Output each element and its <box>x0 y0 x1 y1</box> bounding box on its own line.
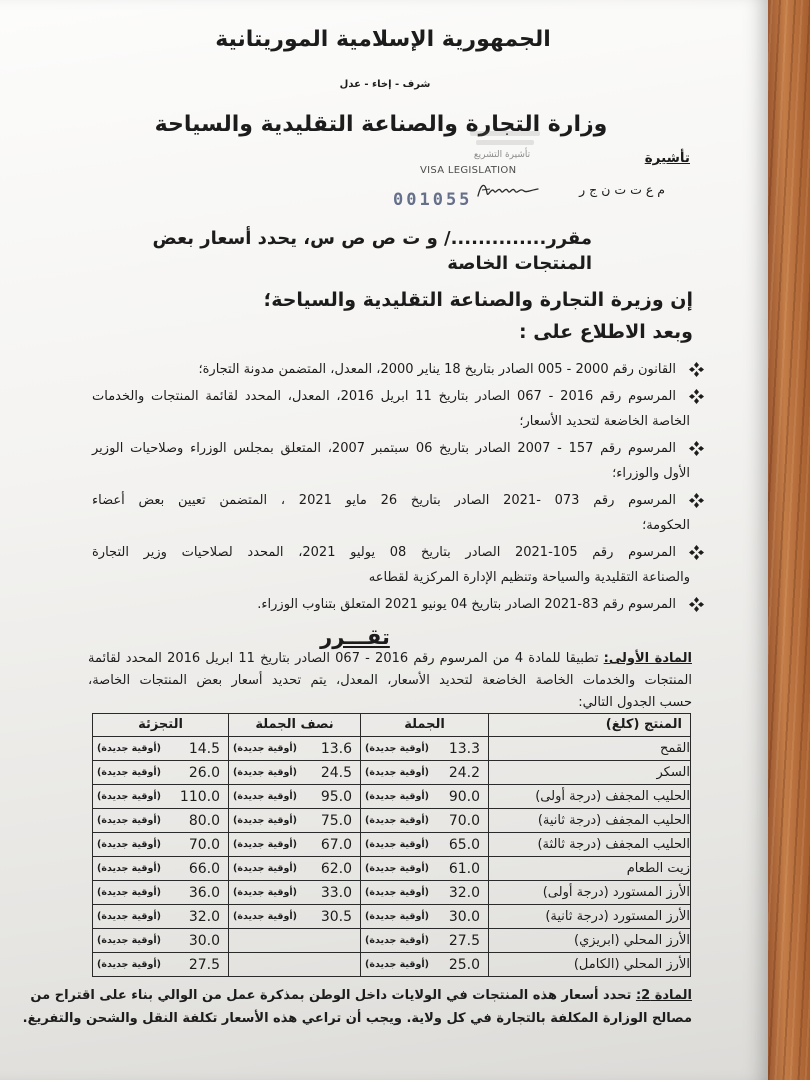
wholesale-price-cell <box>361 953 489 977</box>
currency-unit: (أوقية جديدة) <box>97 959 162 970</box>
currency-unit: (أوقية جديدة) <box>233 767 298 778</box>
wholesale-price-cell <box>361 881 489 905</box>
diamond-bullet-icon <box>689 597 704 612</box>
currency-unit: (أوقية جديدة) <box>365 839 430 850</box>
retail-price-cell <box>93 905 229 929</box>
consideration-text: المرسوم رقم 157 - 2007 الصادر بتاريخ 06 سبتمبر 2007، المتعلق بمجلس الوزراء وصلاحيات الوزير <box>92 441 676 456</box>
price-number: 61.0 <box>448 860 480 877</box>
consideration-text: المرسوم رقم 105-2021 الصادر بتاريخ 08 يوليو 2021، المحدد لصلاحيات وزير التجارة <box>92 545 677 560</box>
country-heading: الجمهورية الإسلامية الموريتانية <box>215 27 551 52</box>
wholesale-price-cell <box>361 785 489 809</box>
visa-label: تأشيرة <box>644 150 690 166</box>
wholesale-price-cell <box>361 857 489 881</box>
price-number: 24.5 <box>320 764 352 781</box>
price-value <box>361 813 488 829</box>
price-value <box>361 933 488 949</box>
currency-unit: (أوقية جديدة) <box>365 887 430 898</box>
price-value <box>229 813 360 829</box>
price-number: 36.0 <box>188 884 220 901</box>
table-row <box>93 809 691 833</box>
price-number: 66.0 <box>188 860 220 877</box>
semi-wholesale-price-cell <box>229 929 361 953</box>
price-value <box>361 909 488 925</box>
consideration-text-continued: الحكومة؛ <box>642 518 690 533</box>
product-name-cell: الأرز المستورد (درجة أولى) <box>489 881 691 905</box>
currency-unit: (أوقية جديدة) <box>97 815 162 826</box>
article-line <box>82 692 692 714</box>
article-text: تحدد أسعار هذه المنتجات في الولايات داخل الوطن بمذكرة عمل من الوالي بناء على اقتراح من <box>30 988 632 1003</box>
price-number: 70.0 <box>448 812 480 829</box>
ministry-heading: وزارة التجارة والصناعة التقليدية والسياحة <box>154 112 608 137</box>
stamp-latin-text: VISA LEGISLATION <box>420 165 517 176</box>
wooden-table-background <box>764 0 810 1080</box>
price-number: 65.0 <box>448 836 480 853</box>
price-number: 62.0 <box>320 860 352 877</box>
price-number: 27.5 <box>448 932 480 949</box>
currency-unit: (أوقية جديدة) <box>233 791 298 802</box>
semi-wholesale-price-cell <box>229 737 361 761</box>
preamble: إن وزيرة التجارة والصناعة التقليدية والسياحة؛ <box>263 289 693 311</box>
retail-price-cell <box>93 857 229 881</box>
price-value <box>361 861 488 877</box>
currency-unit: (أوقية جديدة) <box>233 815 298 826</box>
product-name-cell: الأرز المحلي (الكامل) <box>489 953 691 977</box>
article-text: حسب الجدول التالي: <box>578 695 692 710</box>
decision-title-line: المنتجات الخاصة <box>447 253 592 274</box>
table-row <box>93 833 691 857</box>
price-value <box>93 957 228 973</box>
price-number: 30.0 <box>188 932 220 949</box>
stamp-mark <box>476 140 534 145</box>
product-name-cell: زيت الطعام <box>489 857 691 881</box>
product-name-cell: الحليب المجفف (درجة ثانية) <box>489 809 691 833</box>
consideration-text: القانون رقم 2000 - 005 الصادر بتاريخ 18 يناير 2000، المعدل، المتضمن مدونة التجارة؛ <box>198 362 676 377</box>
semi-wholesale-price-cell <box>229 809 361 833</box>
currency-unit: (أوقية جديدة) <box>97 863 162 874</box>
table-row <box>93 857 691 881</box>
product-name-cell: الحليب المجفف (درجة ثالثة) <box>489 833 691 857</box>
retail-price-cell <box>93 881 229 905</box>
retail-price-cell <box>93 785 229 809</box>
price-value <box>93 909 228 925</box>
stamp-mark <box>470 131 540 136</box>
wholesale-price-cell <box>361 905 489 929</box>
table-row <box>93 785 691 809</box>
consideration-item <box>86 592 706 617</box>
product-name-cell: الأرز المستورد (درجة ثانية) <box>489 905 691 929</box>
consideration-item <box>86 436 706 486</box>
price-value <box>229 789 360 805</box>
price-number: 27.5 <box>188 956 220 973</box>
decides-heading: تقـــرر <box>320 625 390 649</box>
article-1 <box>82 648 692 714</box>
column-header-retail: التجزئة <box>93 714 229 737</box>
price-value <box>93 789 228 805</box>
consideration-item <box>86 488 706 538</box>
price-value <box>93 885 228 901</box>
retail-price-cell <box>93 809 229 833</box>
price-number: 24.2 <box>448 764 480 781</box>
price-number: 90.0 <box>448 788 480 805</box>
currency-unit: (أوقية جديدة) <box>97 911 162 922</box>
column-header-product: المنتج (كلغ) <box>489 714 691 737</box>
semi-wholesale-price-cell <box>229 881 361 905</box>
consideration-text: المرسوم رقم 073 -2021 الصادر بتاريخ 26 مايو 2021 ، المتضمن تعيين بعض أعضاء <box>92 493 677 508</box>
price-number: 25.0 <box>448 956 480 973</box>
registration-number-stamp: 001055 <box>393 190 473 210</box>
wholesale-price-cell <box>361 761 489 785</box>
price-number: 13.3 <box>448 740 480 757</box>
product-name-cell: القمح <box>489 737 691 761</box>
diamond-bullet-icon <box>689 545 704 560</box>
wholesale-price-cell <box>361 737 489 761</box>
consideration-text-continued: والصناعة التقليدية والسياحة وتنظيم الإدارة المركزية لقطاعه <box>368 570 690 585</box>
price-number: 13.6 <box>320 740 352 757</box>
price-value <box>229 909 360 925</box>
consideration-text: المرسوم رقم 2016 - 067 الصادر بتاريخ 11 ابريل 2016، المعدل، المحدد لقائمة المنتجات والخدمات <box>92 389 676 404</box>
visa-initials: م ع ت ت ن ج ر <box>579 182 665 197</box>
semi-wholesale-price-cell <box>229 857 361 881</box>
table-row <box>93 929 691 953</box>
consideration-item <box>86 357 706 382</box>
retail-price-cell <box>93 929 229 953</box>
wholesale-price-cell <box>361 809 489 833</box>
currency-unit: (أوقية جديدة) <box>365 935 430 946</box>
retail-price-cell <box>93 761 229 785</box>
retail-price-cell <box>93 737 229 761</box>
price-value <box>361 885 488 901</box>
currency-unit: (أوقية جديدة) <box>97 887 162 898</box>
considerations-list <box>86 357 706 619</box>
price-number: 26.0 <box>188 764 220 781</box>
price-number: 80.0 <box>188 812 220 829</box>
price-number: 32.0 <box>448 884 480 901</box>
consideration-text-continued: الخاصة الخاضعة لتحديد الأسعار؛ <box>519 414 690 429</box>
table-row <box>93 953 691 977</box>
national-motto: شرف - إخاء - عدل <box>339 79 431 90</box>
price-value <box>361 957 488 973</box>
article-label: المادة الأولى: <box>603 651 692 666</box>
product-name-cell: الأرز المحلي (ابريزي) <box>489 929 691 953</box>
semi-wholesale-price-cell <box>229 833 361 857</box>
currency-unit: (أوقية جديدة) <box>365 911 430 922</box>
article-line <box>82 648 692 670</box>
currency-unit: (أوقية جديدة) <box>365 863 430 874</box>
article-line <box>22 1007 692 1030</box>
product-name-cell: السكر <box>489 761 691 785</box>
currency-unit: (أوقية جديدة) <box>97 791 162 802</box>
article-text: مصالح الوزارة المكلفة بالتجارة في كل ولاية. ويجب أن تراعي هذه الأسعار تكلفة النقل والشحن والتفريغ. <box>22 1011 692 1026</box>
price-value <box>361 741 488 757</box>
currency-unit: (أوقية جديدة) <box>97 935 162 946</box>
retail-price-cell <box>93 953 229 977</box>
considering-intro: وبعد الاطلاع على : <box>518 321 693 343</box>
price-value <box>229 837 360 853</box>
price-number: 110.0 <box>179 788 220 805</box>
currency-unit: (أوقية جديدة) <box>233 839 298 850</box>
product-name-cell: الحليب المجفف (درجة أولى) <box>489 785 691 809</box>
price-number: 30.5 <box>320 908 352 925</box>
price-table-body <box>93 737 691 977</box>
article-2 <box>22 984 692 1030</box>
stamp-arabic-text: تأشيرة التشريع <box>473 150 531 160</box>
price-value <box>93 741 228 757</box>
currency-unit: (أوقية جديدة) <box>97 839 162 850</box>
price-value <box>361 765 488 781</box>
retail-price-cell <box>93 833 229 857</box>
price-value <box>93 861 228 877</box>
article-line <box>30 984 692 1007</box>
consideration-text: المرسوم رقم 83-2021 الصادر بتاريخ 04 يونيو 2021 المتعلق بتناوب الوزراء. <box>257 597 676 612</box>
currency-unit: (أوقية جديدة) <box>233 743 298 754</box>
currency-unit: (أوقية جديدة) <box>97 767 162 778</box>
semi-wholesale-price-cell <box>229 761 361 785</box>
price-number: 30.0 <box>448 908 480 925</box>
price-number: 32.0 <box>188 908 220 925</box>
decision-title-line: مقرر............../ و ت ص ص س، يحدد أسعار بعض <box>152 228 592 249</box>
currency-unit: (أوقية جديدة) <box>365 743 430 754</box>
semi-wholesale-price-cell <box>229 785 361 809</box>
consideration-text-continued: الأول والوزراء؛ <box>612 466 690 481</box>
price-value <box>93 765 228 781</box>
price-value <box>93 933 228 949</box>
currency-unit: (أوقية جديدة) <box>233 863 298 874</box>
table-row <box>93 737 691 761</box>
price-value <box>229 861 360 877</box>
table-header-row <box>93 714 691 737</box>
price-number: 75.0 <box>320 812 352 829</box>
currency-unit: (أوقية جديدة) <box>233 911 298 922</box>
column-header-wholesale: الجملة <box>361 714 489 737</box>
semi-wholesale-price-cell <box>229 905 361 929</box>
price-value <box>93 813 228 829</box>
table-row <box>93 881 691 905</box>
article-text: تطبيقا للمادة 4 من المرسوم رقم 2016 - 067 الصادر بتاريخ 11 ابريل 2016 المحدد لقائمة <box>88 651 599 666</box>
price-value <box>229 765 360 781</box>
currency-unit: (أوقية جديدة) <box>365 791 430 802</box>
diamond-bullet-icon <box>689 441 704 456</box>
diamond-bullet-icon <box>689 362 704 377</box>
table-row <box>93 905 691 929</box>
currency-unit: (أوقية جديدة) <box>97 743 162 754</box>
wholesale-price-cell <box>361 929 489 953</box>
consideration-item <box>86 384 706 434</box>
price-value <box>361 789 488 805</box>
consideration-item <box>86 540 706 590</box>
column-header-semi-wholesale: نصف الجملة <box>229 714 361 737</box>
diamond-bullet-icon <box>689 389 704 404</box>
price-table <box>92 713 691 977</box>
price-number: 33.0 <box>320 884 352 901</box>
table-row <box>93 761 691 785</box>
diamond-bullet-icon <box>689 493 704 508</box>
wholesale-price-cell <box>361 833 489 857</box>
price-value <box>229 741 360 757</box>
price-value <box>361 837 488 853</box>
article-text: المنتجات والخدمات الخاصة الخاضعة لتحديد الأسعار، المعدل، يتم تحديد أسعار بعض المنتجات الخاصة، <box>88 673 692 688</box>
price-value <box>93 837 228 853</box>
signature-icon <box>476 178 540 202</box>
currency-unit: (أوقية جديدة) <box>365 959 430 970</box>
price-number: 67.0 <box>320 836 352 853</box>
price-number: 70.0 <box>188 836 220 853</box>
currency-unit: (أوقية جديدة) <box>365 815 430 826</box>
semi-wholesale-price-cell <box>229 953 361 977</box>
price-number: 14.5 <box>188 740 220 757</box>
price-number: 95.0 <box>320 788 352 805</box>
price-value <box>229 885 360 901</box>
currency-unit: (أوقية جديدة) <box>233 887 298 898</box>
article-label: المادة 2: <box>635 988 692 1003</box>
currency-unit: (أوقية جديدة) <box>365 767 430 778</box>
article-line <box>82 670 692 692</box>
